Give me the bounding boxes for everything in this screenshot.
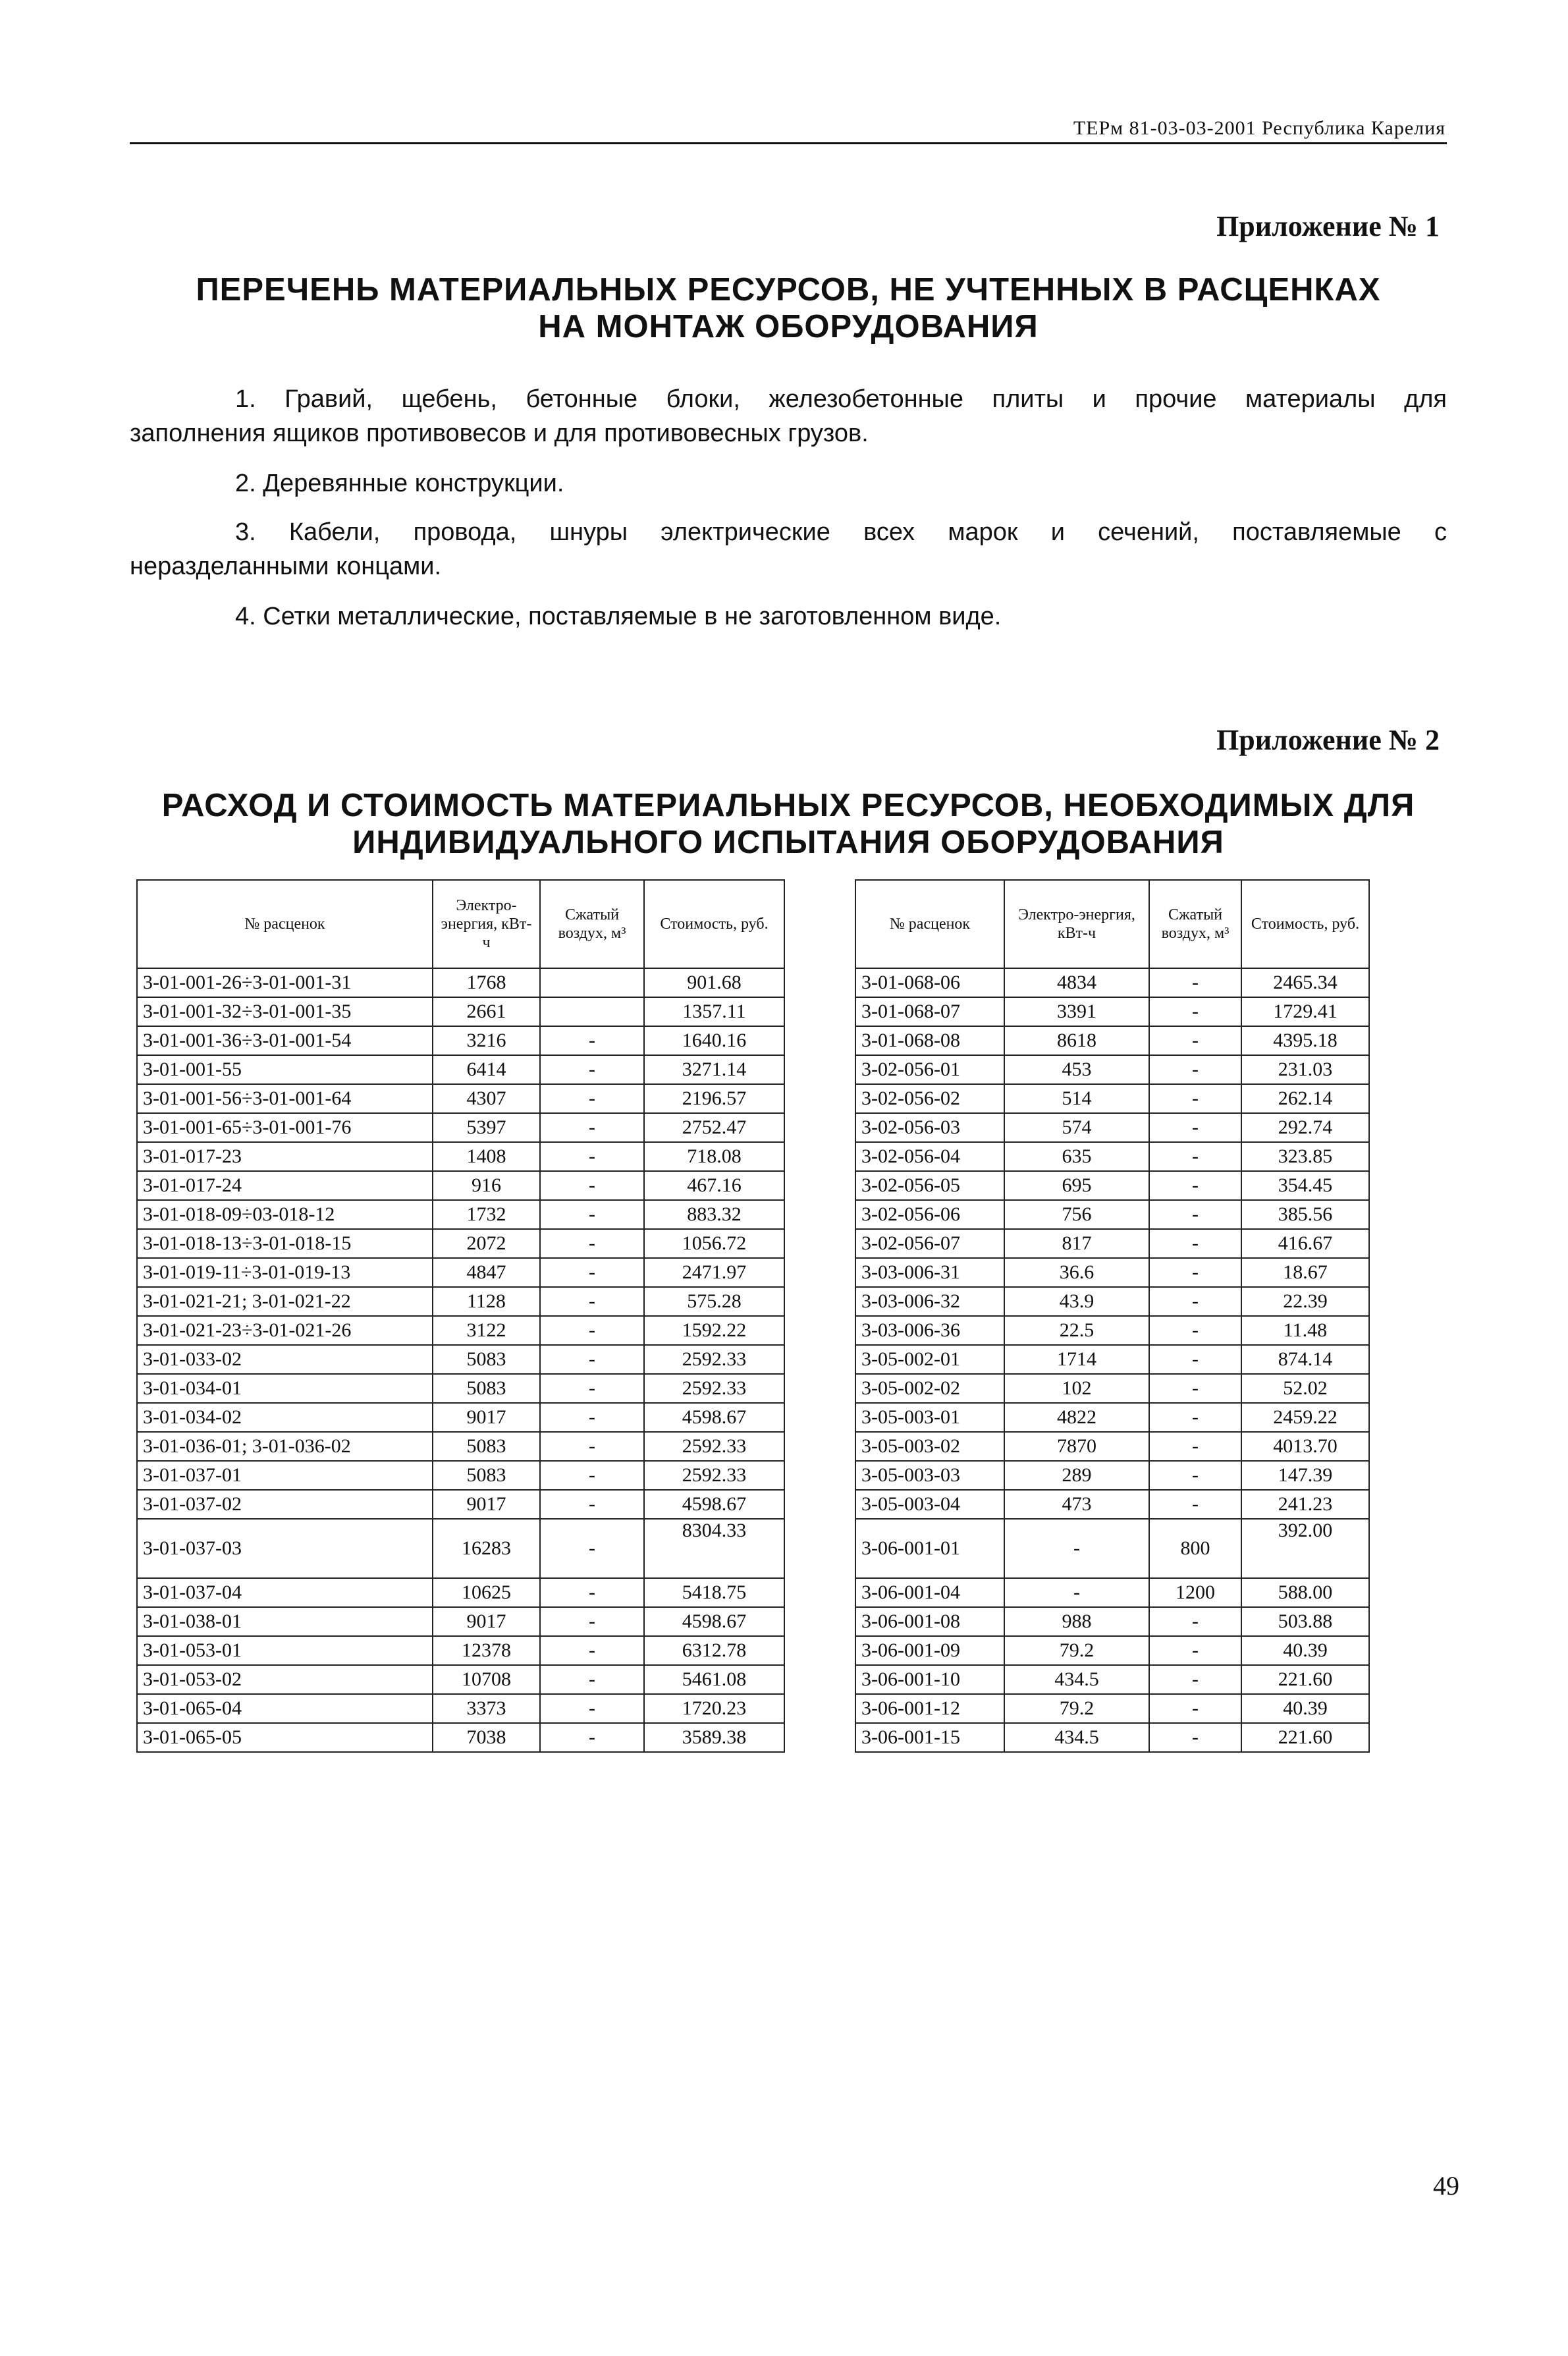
table-row: [137, 1229, 784, 1258]
cell-code: 3-01-065-04: [137, 1694, 433, 1723]
appendix-1-title: [130, 271, 1447, 345]
cell-cost: 385.56: [1241, 1200, 1369, 1229]
cell-energy: 16283: [433, 1519, 540, 1578]
list-item-cables: [130, 515, 1447, 584]
cell-energy: 5083: [433, 1345, 540, 1374]
cell-energy: 434.5: [1004, 1665, 1149, 1694]
table-row: [137, 1258, 784, 1287]
cell-cost: 467.16: [644, 1171, 784, 1200]
table-row: [855, 1055, 1369, 1084]
list-item-gravel: [130, 382, 1447, 451]
cell-air: -: [1149, 1461, 1241, 1490]
cell-code: 3-06-001-01: [855, 1519, 1004, 1578]
appendix-1-title-line: НА МОНТАЖ ОБОРУДОВАНИЯ: [538, 309, 1039, 344]
cell-air: -: [540, 1113, 644, 1142]
table-row: [855, 1665, 1369, 1694]
cell-energy: 514: [1004, 1084, 1149, 1113]
cell-cost: 1729.41: [1241, 997, 1369, 1026]
cell-air: -: [1149, 1142, 1241, 1171]
cell-code: 3-02-056-07: [855, 1229, 1004, 1258]
cell-cost: 2196.57: [644, 1084, 784, 1113]
running-header: ТЕРм 81-03-03-2001 Республика Карелия: [1073, 117, 1446, 139]
cell-cost: 262.14: [1241, 1084, 1369, 1113]
table-row: [855, 1200, 1369, 1229]
table-row: [137, 1374, 784, 1403]
cell-energy: 4834: [1004, 968, 1149, 997]
cell-cost: 11.48: [1241, 1316, 1369, 1345]
cell-energy: 289: [1004, 1461, 1149, 1490]
cell-cost: 241.23: [1241, 1490, 1369, 1519]
cell-air: -: [1149, 1636, 1241, 1665]
cell-cost: 575.28: [644, 1287, 784, 1316]
cell-code: 3-01-037-03: [137, 1519, 433, 1578]
cell-air: -: [540, 1665, 644, 1694]
appendix-2-title-line: ИНДИВИДУАЛЬНОГО ИСПЫТАНИЯ ОБОРУДОВАНИЯ: [352, 825, 1224, 860]
cell-air: -: [1149, 1113, 1241, 1142]
cell-energy: 4847: [433, 1258, 540, 1287]
table-row: [137, 1316, 784, 1345]
table-row: [137, 968, 784, 997]
resource-table-left: [136, 879, 785, 1753]
cell-air: -: [1149, 1055, 1241, 1084]
cell-energy: 434.5: [1004, 1723, 1149, 1752]
cell-cost: 392.00: [1241, 1519, 1369, 1578]
cell-air: -: [1149, 1723, 1241, 1752]
cell-cost: 2471.97: [644, 1258, 784, 1287]
cell-code: 3-01-001-65÷3-01-001-76: [137, 1113, 433, 1142]
cell-air: -: [540, 1229, 644, 1258]
cell-energy: 79.2: [1004, 1694, 1149, 1723]
header-energy: Электро-энергия, кВт-ч: [433, 880, 540, 968]
header-air: Сжатый воздух, м³: [1149, 880, 1241, 968]
cell-code: 3-03-006-31: [855, 1258, 1004, 1287]
cell-cost: 6312.78: [644, 1636, 784, 1665]
cell-cost: 354.45: [1241, 1171, 1369, 1200]
cell-air: -: [540, 1403, 644, 1432]
cell-cost: 1357.11: [644, 997, 784, 1026]
cell-energy: 2072: [433, 1229, 540, 1258]
cell-code: 3-01-001-36÷3-01-001-54: [137, 1026, 433, 1055]
table-row: [855, 1490, 1369, 1519]
cell-code: 3-01-018-09÷03-018-12: [137, 1200, 433, 1229]
cell-cost: 323.85: [1241, 1142, 1369, 1171]
cell-code: 3-01-034-02: [137, 1403, 433, 1432]
cell-air: -: [540, 1142, 644, 1171]
cell-code: 3-01-037-02: [137, 1490, 433, 1519]
table-row: [137, 1026, 784, 1055]
cell-energy: 5083: [433, 1461, 540, 1490]
cell-code: 3-01-018-13÷3-01-018-15: [137, 1229, 433, 1258]
table-row: [855, 1578, 1369, 1607]
cell-air: -: [540, 1200, 644, 1229]
list-item-nets: 4. Сетки металлические, поставляемые в не заготовленном виде.: [235, 603, 1002, 630]
table-row: [855, 1694, 1369, 1723]
cell-air: -: [540, 1055, 644, 1084]
cell-energy: -: [1004, 1578, 1149, 1607]
cell-cost: 4598.67: [644, 1490, 784, 1519]
cell-code: 3-06-001-08: [855, 1607, 1004, 1636]
cell-energy: 5083: [433, 1374, 540, 1403]
header-cost: Стоимость, руб.: [1241, 880, 1369, 968]
table-row: [137, 1345, 784, 1374]
cell-cost: 1056.72: [644, 1229, 784, 1258]
table-row: [855, 1113, 1369, 1142]
cell-cost: 874.14: [1241, 1345, 1369, 1374]
cell-code: 3-02-056-03: [855, 1113, 1004, 1142]
cell-cost: 883.32: [644, 1200, 784, 1229]
cell-air: -: [540, 1636, 644, 1665]
table-row: [855, 968, 1369, 997]
cell-code: 3-01-021-23÷3-01-021-26: [137, 1316, 433, 1345]
cell-air: -: [1149, 997, 1241, 1026]
cell-cost: 2592.33: [644, 1432, 784, 1461]
table-row: [855, 1607, 1369, 1636]
cell-cost: 2592.33: [644, 1345, 784, 1374]
cell-energy: 79.2: [1004, 1636, 1149, 1665]
cell-energy: 5083: [433, 1432, 540, 1461]
cell-cost: 2592.33: [644, 1461, 784, 1490]
cell-code: 3-05-002-01: [855, 1345, 1004, 1374]
appendix-1-title-line: ПЕРЕЧЕНЬ МАТЕРИАЛЬНЫХ РЕСУРСОВ, НЕ УЧТЕННЫХ В РАСЦЕНКАХ: [196, 272, 1381, 308]
cell-energy: 3216: [433, 1026, 540, 1055]
cell-code: 3-01-021-21; 3-01-021-22: [137, 1287, 433, 1316]
table-row: [855, 1171, 1369, 1200]
table-row: [137, 1607, 784, 1636]
cell-energy: 9017: [433, 1607, 540, 1636]
cell-code: 3-02-056-02: [855, 1084, 1004, 1113]
cell-air: -: [1149, 1287, 1241, 1316]
appendix-2-title: [130, 787, 1447, 861]
cell-code: 3-01-065-05: [137, 1723, 433, 1752]
cell-cost: 4395.18: [1241, 1026, 1369, 1055]
table-row: [855, 1403, 1369, 1432]
cell-air: -: [540, 1316, 644, 1345]
cell-air: -: [1149, 1345, 1241, 1374]
table-row: [855, 1519, 1369, 1578]
cell-cost: 588.00: [1241, 1578, 1369, 1607]
cell-code: 3-05-002-02: [855, 1374, 1004, 1403]
cell-air: -: [540, 1461, 644, 1490]
cell-code: 3-01-036-01; 3-01-036-02: [137, 1432, 433, 1461]
table-row: [137, 1287, 784, 1316]
cell-air: -: [1149, 1258, 1241, 1287]
cell-air: -: [540, 1287, 644, 1316]
cell-code: 3-06-001-10: [855, 1665, 1004, 1694]
cell-cost: 4598.67: [644, 1403, 784, 1432]
cell-air: -: [540, 1432, 644, 1461]
cell-code: 3-01-001-55: [137, 1055, 433, 1084]
cell-air: -: [1149, 1316, 1241, 1345]
cell-air: -: [540, 1578, 644, 1607]
cell-air: -: [1149, 1084, 1241, 1113]
header-code: № расценок: [855, 880, 1004, 968]
cell-energy: 635: [1004, 1142, 1149, 1171]
cell-energy: 1408: [433, 1142, 540, 1171]
cell-energy: 10625: [433, 1578, 540, 1607]
cell-energy: 102: [1004, 1374, 1149, 1403]
cell-cost: 40.39: [1241, 1636, 1369, 1665]
cell-energy: 8618: [1004, 1026, 1149, 1055]
header-code: № расценок: [137, 880, 433, 968]
table-row: [137, 1723, 784, 1752]
cell-cost: 147.39: [1241, 1461, 1369, 1490]
table-row: [137, 1665, 784, 1694]
cell-air: [540, 997, 644, 1026]
cell-air: -: [1149, 1607, 1241, 1636]
cell-air: -: [1149, 1403, 1241, 1432]
cell-code: 3-06-001-09: [855, 1636, 1004, 1665]
table-row: [855, 1636, 1369, 1665]
cell-code: 3-01-068-08: [855, 1026, 1004, 1055]
cell-cost: 1720.23: [644, 1694, 784, 1723]
list-item-line: заполнения ящиков противовесов и для противовесных грузов.: [130, 420, 869, 447]
cell-cost: 231.03: [1241, 1055, 1369, 1084]
cell-air: -: [540, 1694, 644, 1723]
cell-cost: 3589.38: [644, 1723, 784, 1752]
appendix-2-title-line: РАСХОД И СТОИМОСТЬ МАТЕРИАЛЬНЫХ РЕСУРСОВ, НЕОБХОДИМЫХ ДЛЯ: [161, 788, 1415, 823]
cell-energy: 12378: [433, 1636, 540, 1665]
table-row: [137, 1142, 784, 1171]
cell-energy: 473: [1004, 1490, 1149, 1519]
table-row: [137, 1578, 784, 1607]
cell-cost: 901.68: [644, 968, 784, 997]
appendix-2-label: Приложение № 2: [1216, 724, 1440, 756]
table-row: [137, 1636, 784, 1665]
cell-air: -: [540, 1490, 644, 1519]
cell-energy: 36.6: [1004, 1258, 1149, 1287]
cell-energy: 43.9: [1004, 1287, 1149, 1316]
table-row: [137, 1461, 784, 1490]
table-row: [855, 1142, 1369, 1171]
cell-energy: 9017: [433, 1490, 540, 1519]
cell-energy: 574: [1004, 1113, 1149, 1142]
list-item-wood: 2. Деревянные конструкции.: [235, 470, 564, 497]
list-item-line: 1. Гравий, щебень, бетонные блоки, железобетонные плиты и прочие материалы для: [235, 385, 1447, 413]
table-row: [855, 1229, 1369, 1258]
table-row: [855, 1432, 1369, 1461]
cell-code: 3-01-001-56÷3-01-001-64: [137, 1084, 433, 1113]
table-row: [855, 1723, 1369, 1752]
cell-code: 3-02-056-05: [855, 1171, 1004, 1200]
cell-air: -: [540, 1374, 644, 1403]
cell-code: 3-01-034-01: [137, 1374, 433, 1403]
cell-air: -: [540, 1026, 644, 1055]
cell-energy: 1714: [1004, 1345, 1149, 1374]
cell-code: 3-05-003-01: [855, 1403, 1004, 1432]
cell-air: -: [540, 1519, 644, 1578]
resource-table-right: [855, 879, 1370, 1753]
cell-energy: 9017: [433, 1403, 540, 1432]
list-item-line: неразделанными концами.: [130, 553, 442, 580]
cell-energy: 1732: [433, 1200, 540, 1229]
cell-energy: 5397: [433, 1113, 540, 1142]
table-row: [137, 1490, 784, 1519]
cell-energy: 10708: [433, 1665, 540, 1694]
cell-cost: 4598.67: [644, 1607, 784, 1636]
cell-cost: 221.60: [1241, 1665, 1369, 1694]
cell-air: -: [1149, 1694, 1241, 1723]
cell-energy: 756: [1004, 1200, 1149, 1229]
table-row: [137, 1200, 784, 1229]
cell-code: 3-01-068-06: [855, 968, 1004, 997]
table-row: [137, 1519, 784, 1578]
cell-cost: 2592.33: [644, 1374, 784, 1403]
cell-air: -: [540, 1607, 644, 1636]
cell-energy: 7038: [433, 1723, 540, 1752]
cell-cost: 2465.34: [1241, 968, 1369, 997]
cell-air: -: [1149, 1229, 1241, 1258]
table-row: [855, 1026, 1369, 1055]
cell-energy: 1128: [433, 1287, 540, 1316]
table-row: [855, 1287, 1369, 1316]
cell-code: 3-01-037-04: [137, 1578, 433, 1607]
cell-cost: 4013.70: [1241, 1432, 1369, 1461]
cell-code: 3-01-053-01: [137, 1636, 433, 1665]
cell-code: 3-06-001-12: [855, 1694, 1004, 1723]
cell-energy: 3391: [1004, 997, 1149, 1026]
cell-cost: 18.67: [1241, 1258, 1369, 1287]
cell-air: -: [1149, 1026, 1241, 1055]
cell-cost: 503.88: [1241, 1607, 1369, 1636]
cell-air: 1200: [1149, 1578, 1241, 1607]
table-row: [137, 1171, 784, 1200]
cell-code: 3-01-017-24: [137, 1171, 433, 1200]
cell-air: 800: [1149, 1519, 1241, 1578]
header-rule: [130, 142, 1447, 144]
cell-cost: 52.02: [1241, 1374, 1369, 1403]
cell-energy: 988: [1004, 1607, 1149, 1636]
cell-air: -: [1149, 968, 1241, 997]
cell-cost: 3271.14: [644, 1055, 784, 1084]
cell-energy: -: [1004, 1519, 1149, 1578]
cell-air: -: [1149, 1200, 1241, 1229]
cell-cost: 718.08: [644, 1142, 784, 1171]
table-row: [137, 1403, 784, 1432]
page-number: 49: [1433, 2171, 1459, 2201]
cell-code: 3-01-001-26÷3-01-001-31: [137, 968, 433, 997]
header-air: Сжатый воздух, м³: [540, 880, 644, 968]
cell-energy: 4822: [1004, 1403, 1149, 1432]
cell-air: -: [1149, 1490, 1241, 1519]
cell-air: -: [540, 1084, 644, 1113]
list-item-line: 3. Кабели, провода, шнуры электрические всех марок и сечений, поставляемые с: [235, 518, 1447, 546]
cell-cost: 416.67: [1241, 1229, 1369, 1258]
cell-energy: 2661: [433, 997, 540, 1026]
table-row: [137, 1084, 784, 1113]
table-body-left: [137, 968, 784, 1752]
cell-code: 3-02-056-01: [855, 1055, 1004, 1084]
cell-air: -: [540, 1345, 644, 1374]
cell-air: -: [540, 1723, 644, 1752]
cell-code: 3-01-053-02: [137, 1665, 433, 1694]
cell-code: 3-01-068-07: [855, 997, 1004, 1026]
cell-cost: 2459.22: [1241, 1403, 1369, 1432]
cell-air: [540, 968, 644, 997]
table-row: [137, 1694, 784, 1723]
table-row: [137, 997, 784, 1026]
cell-energy: 22.5: [1004, 1316, 1149, 1345]
cell-air: -: [1149, 1432, 1241, 1461]
table-row: [855, 1461, 1369, 1490]
cell-code: 3-03-006-36: [855, 1316, 1004, 1345]
table-row: [855, 1084, 1369, 1113]
cell-cost: 1640.16: [644, 1026, 784, 1055]
cell-code: 3-01-033-02: [137, 1345, 433, 1374]
cell-air: -: [1149, 1374, 1241, 1403]
cell-cost: 221.60: [1241, 1723, 1369, 1752]
cell-energy: 3373: [433, 1694, 540, 1723]
cell-energy: 817: [1004, 1229, 1149, 1258]
cell-code: 3-02-056-04: [855, 1142, 1004, 1171]
table-row: [137, 1432, 784, 1461]
cell-energy: 7870: [1004, 1432, 1149, 1461]
table-row: [855, 1374, 1369, 1403]
cell-code: 3-05-003-02: [855, 1432, 1004, 1461]
table-row: [137, 1113, 784, 1142]
cell-code: 3-05-003-03: [855, 1461, 1004, 1490]
cell-code: 3-06-001-15: [855, 1723, 1004, 1752]
table-row: [855, 1258, 1369, 1287]
cell-cost: 22.39: [1241, 1287, 1369, 1316]
table-row: [855, 1345, 1369, 1374]
cell-energy: 4307: [433, 1084, 540, 1113]
cell-code: 3-01-038-01: [137, 1607, 433, 1636]
cell-cost: 2752.47: [644, 1113, 784, 1142]
cell-code: 3-03-006-32: [855, 1287, 1004, 1316]
cell-code: 3-01-037-01: [137, 1461, 433, 1490]
cell-energy: 3122: [433, 1316, 540, 1345]
table-body-right: [855, 968, 1369, 1752]
cell-air: -: [1149, 1665, 1241, 1694]
cell-cost: 40.39: [1241, 1694, 1369, 1723]
appendix-1-label: Приложение № 1: [1216, 210, 1440, 242]
cell-air: -: [540, 1171, 644, 1200]
cell-energy: 695: [1004, 1171, 1149, 1200]
cell-cost: 8304.33: [644, 1519, 784, 1578]
cell-cost: 1592.22: [644, 1316, 784, 1345]
cell-energy: 453: [1004, 1055, 1149, 1084]
header-energy: Электро-энергия, кВт-ч: [1004, 880, 1149, 968]
table-row: [855, 1316, 1369, 1345]
cell-cost: 5418.75: [644, 1578, 784, 1607]
cell-code: 3-06-001-04: [855, 1578, 1004, 1607]
cell-code: 3-05-003-04: [855, 1490, 1004, 1519]
cell-energy: 6414: [433, 1055, 540, 1084]
cell-code: 3-01-019-11÷3-01-019-13: [137, 1258, 433, 1287]
table-row: [855, 997, 1369, 1026]
cell-energy: 1768: [433, 968, 540, 997]
cell-cost: 5461.08: [644, 1665, 784, 1694]
cell-cost: 292.74: [1241, 1113, 1369, 1142]
cell-code: 3-01-017-23: [137, 1142, 433, 1171]
cell-energy: 916: [433, 1171, 540, 1200]
header-cost: Стоимость, руб.: [644, 880, 784, 968]
cell-air: -: [1149, 1171, 1241, 1200]
cell-code: 3-02-056-06: [855, 1200, 1004, 1229]
table-row: [137, 1055, 784, 1084]
cell-air: -: [540, 1258, 644, 1287]
cell-code: 3-01-001-32÷3-01-001-35: [137, 997, 433, 1026]
